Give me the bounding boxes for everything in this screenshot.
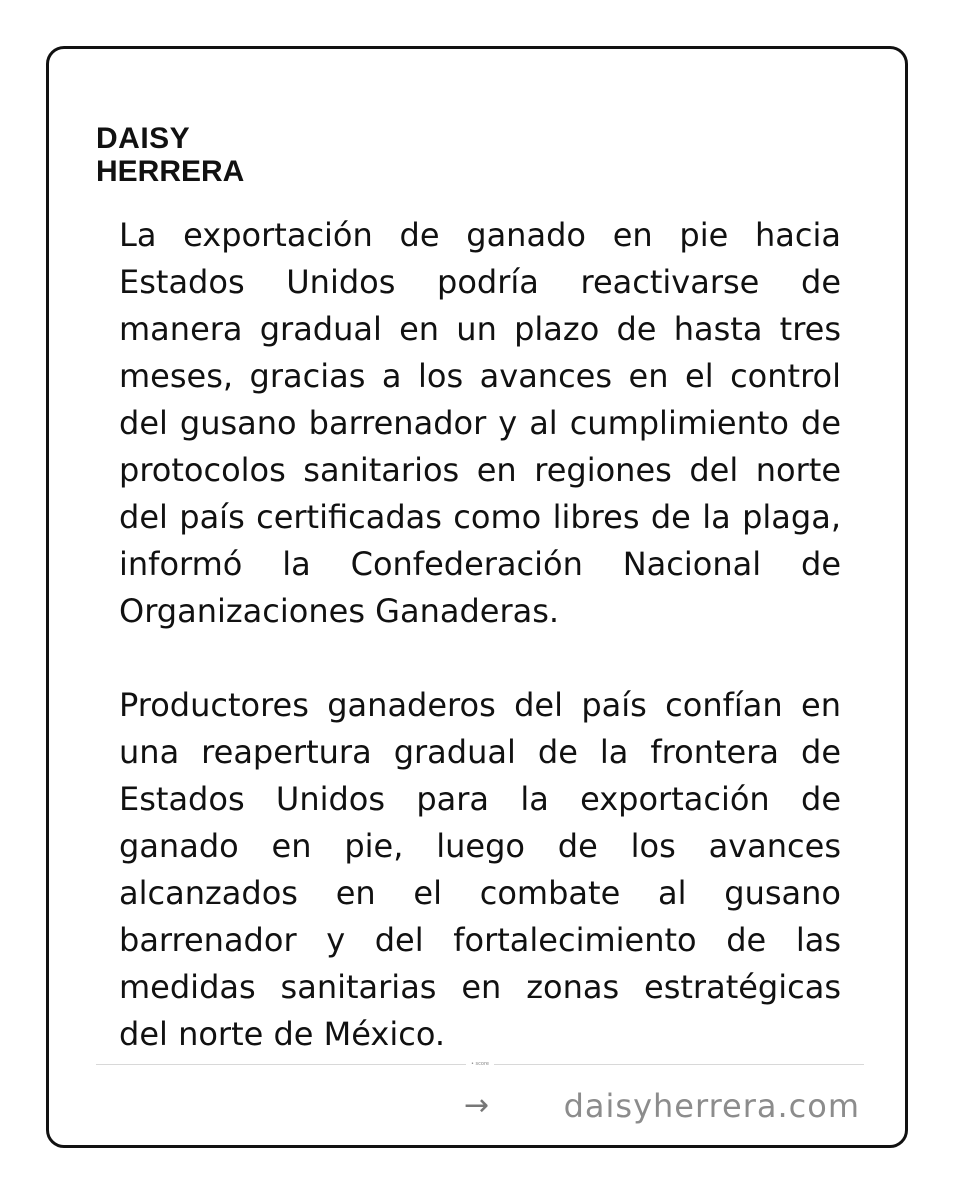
brand-logo (96, 124, 244, 187)
article-body (119, 212, 841, 1058)
website-link[interactable]: daisyherrera.com (563, 1087, 860, 1125)
arrow-right-icon: → (464, 1088, 490, 1123)
article-paragraph-1: La exportación de ganado en pie hacia Estados Unidos podría reactivarse de manera gradual en un plazo de hasta tres meses, gracias a los avances en el control del gusano barrenador y al cumplimiento de protocolos sanitarios en regiones del norte del país certificadas como libres de la plaga, informó la Confederación Nacional de Organizaciones Ganaderas. (119, 216, 841, 630)
brand-first-name: DAISY (96, 122, 191, 155)
article-paragraph-2: Productores ganaderos del país confían en una reapertura gradual de la frontera de Estados Unidos para la exportación de ganado en pie, luego de los avances alcanzados en el combate al gusano barrenador y del fortalecimiento de las medidas sanitarias en zonas estratégicas del norte de México. (119, 686, 841, 1053)
divider-note: • score (466, 1060, 494, 1068)
brand-last-name: HERRERA (96, 155, 245, 188)
